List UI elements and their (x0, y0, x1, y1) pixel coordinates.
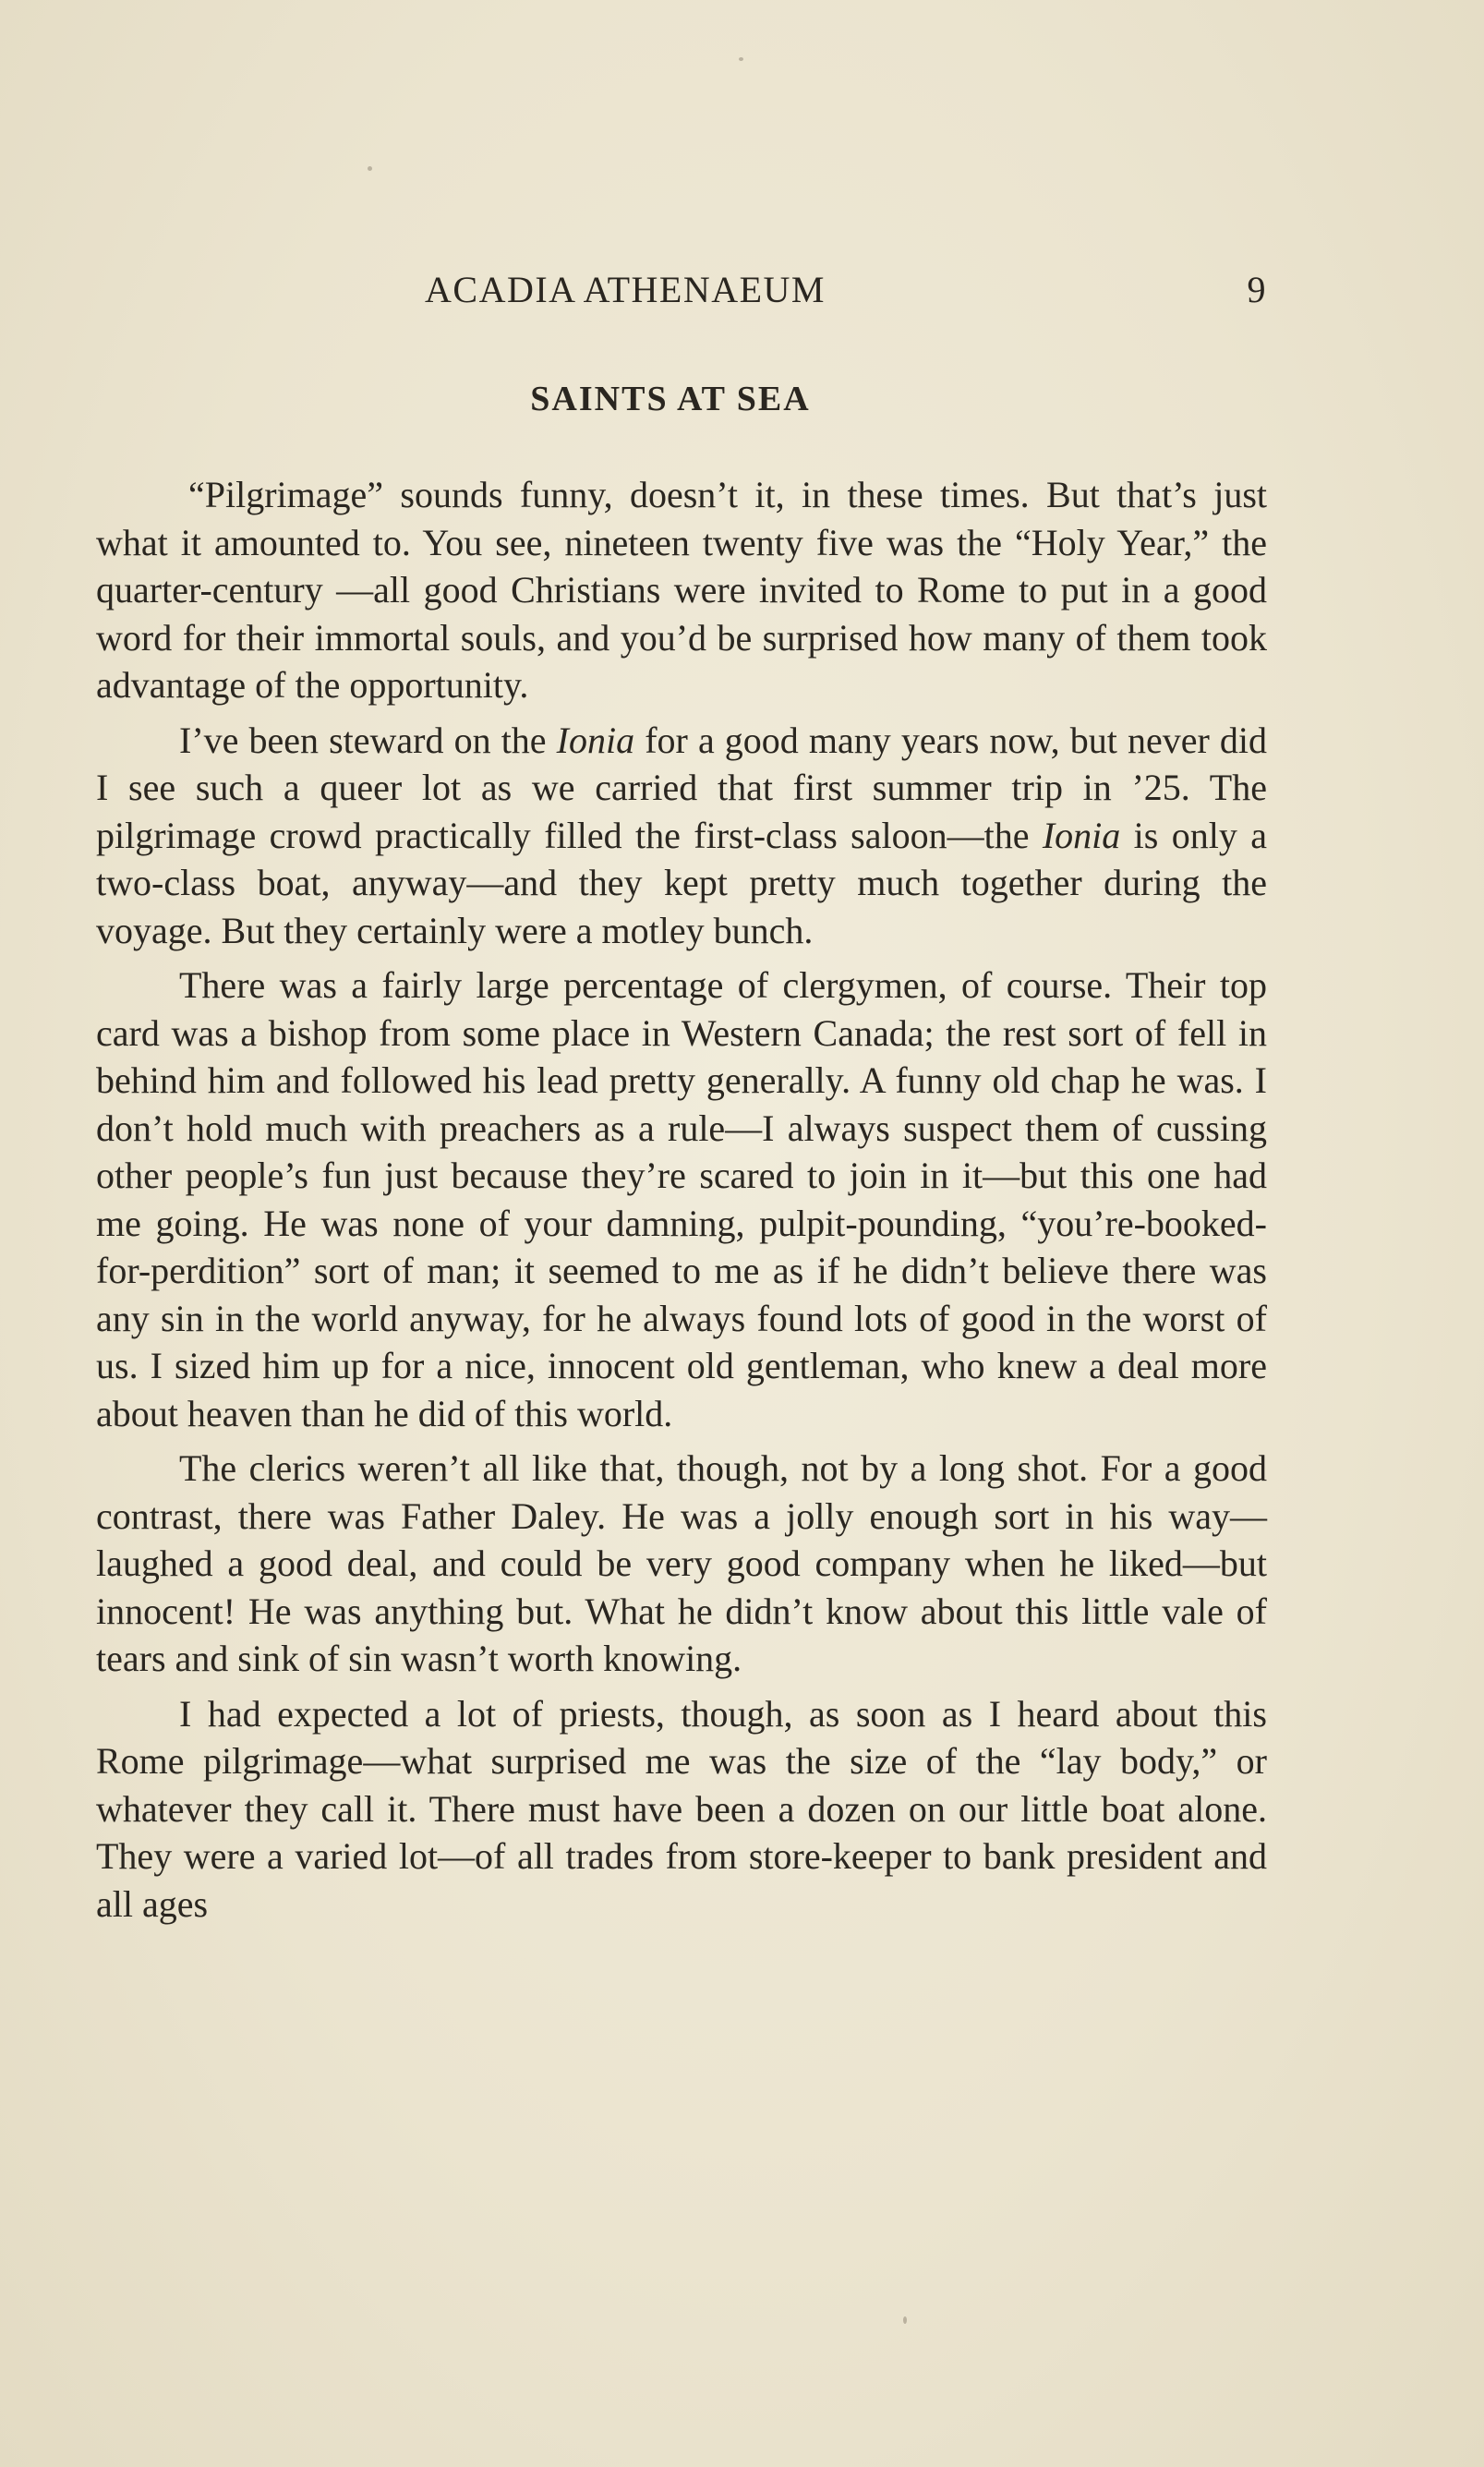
paper-speck (903, 2316, 907, 2324)
paragraph-2-part-2: for a good many years now, but never did I see such a queer lot as we carried that first summer trip in ’25. The pilgrimage crowd practically filled the first-class saloon—the (96, 719, 1268, 856)
running-header (96, 268, 1267, 314)
paragraph-2-part-3: is only a two-class boat, anyway—and they kept pretty much together during the voyage. But they certainly were a motley bunch. (96, 814, 1268, 951)
paragraph-4: The clerics weren’t all like that, though, not by a long shot. For a good contrast, there was Father Daley. He was a jolly enough sort in his way—laughed a good deal, and could be very good company when he liked—but innocent! He was anything but. What he didn’t know about this little vale of tears and sink of sin wasn’t worth knowing. (96, 1447, 1267, 1679)
page-number: 9 (1247, 269, 1267, 310)
paragraph-2-part-1: I’ve been steward on the (179, 719, 557, 761)
article-body (96, 471, 1267, 1935)
running-title: ACADIA ATHENAEUM (425, 269, 826, 310)
paragraph-2 (96, 717, 1267, 955)
ship-name: Ionia (556, 719, 635, 761)
ship-name: Ionia (1042, 814, 1121, 856)
article-title: SAINTS AT SEA (530, 380, 811, 418)
paragraph-5: I had expected a lot of priests, though, as soon as I heard about this Rome pilgrimage—what surprised me was the size of the “lay body,” or whatever they call it. There must have been a dozen on our little boat alone. They were a varied lot—of all trades from store-keeper to bank president and all ages (96, 1692, 1267, 1925)
paper-speck (368, 166, 372, 171)
paragraph-3: There was a fairly large percentage of clergymen, of course. Their top card was a bishop from some place in Western Canada; the rest sort of fell in behind him and followed his lead pretty generally. A funny old chap he was. I don’t hold much with preachers as a rule—I always suspect them of cussing other people’s fun just because they’re scared to join in it—but this one had me going. He was none of your damning, pulpit-pounding, “you’re-booked-for-perdition” sort of man; it seemed to me as if he didn’t believe there was any sin in the world anyway, for he always found lots of good in the worst of us. I sized him up for a nice, innocent old gentleman, who knew a deal more about heaven than he did of this world. (96, 964, 1267, 1434)
paper-speck (739, 57, 743, 61)
paragraph-1: “Pilgrimage” sounds funny, doesn’t it, in these times. But that’s just what it amounted to. You see, nineteen twenty five was the “Holy Year,” the quarter-century —all good Christians were invited to Rome to put in a good word for their immortal souls, and you’d be surprised how many of them took advantage of the opportunity. (96, 474, 1267, 706)
